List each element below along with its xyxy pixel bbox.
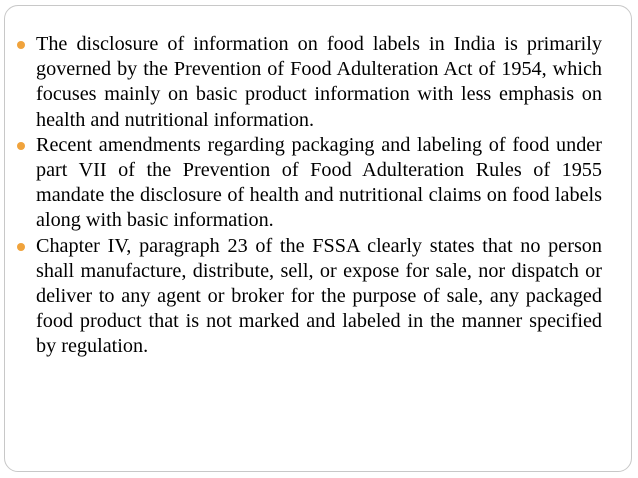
bullet-list (14, 32, 602, 360)
bullet-dot-icon (17, 142, 25, 150)
bullet-item-3 (14, 234, 602, 360)
bullet-text-3: Chapter IV, paragraph 23 of the FSSA clearly states that no person shall manufacture, distribute, sell, or expose for sale, nor dispatch or deliver to any agent or broker for the purpose of sale, any packaged food product that is not marked and labeled in the manner specified by regulation. (36, 234, 602, 358)
bullet-dot-icon (17, 243, 25, 251)
bullet-text-1: The disclosure of information on food labels in India is primarily governed by the Prevention of Food Adulteration Act of 1954, which focuses mainly on basic product information with less emphasis on health and nutritional information. (36, 33, 602, 131)
bullet-item-2 (14, 133, 602, 234)
bullet-dot-icon (17, 41, 25, 49)
bullet-item-1 (14, 32, 602, 133)
bullet-text-2: Recent amendments regarding packaging and labeling of food under part VII of the Prevention of Food Adulteration Rules of 1955 mandate the disclosure of health and nutritional claims on food labels along with basic information. (36, 133, 602, 232)
